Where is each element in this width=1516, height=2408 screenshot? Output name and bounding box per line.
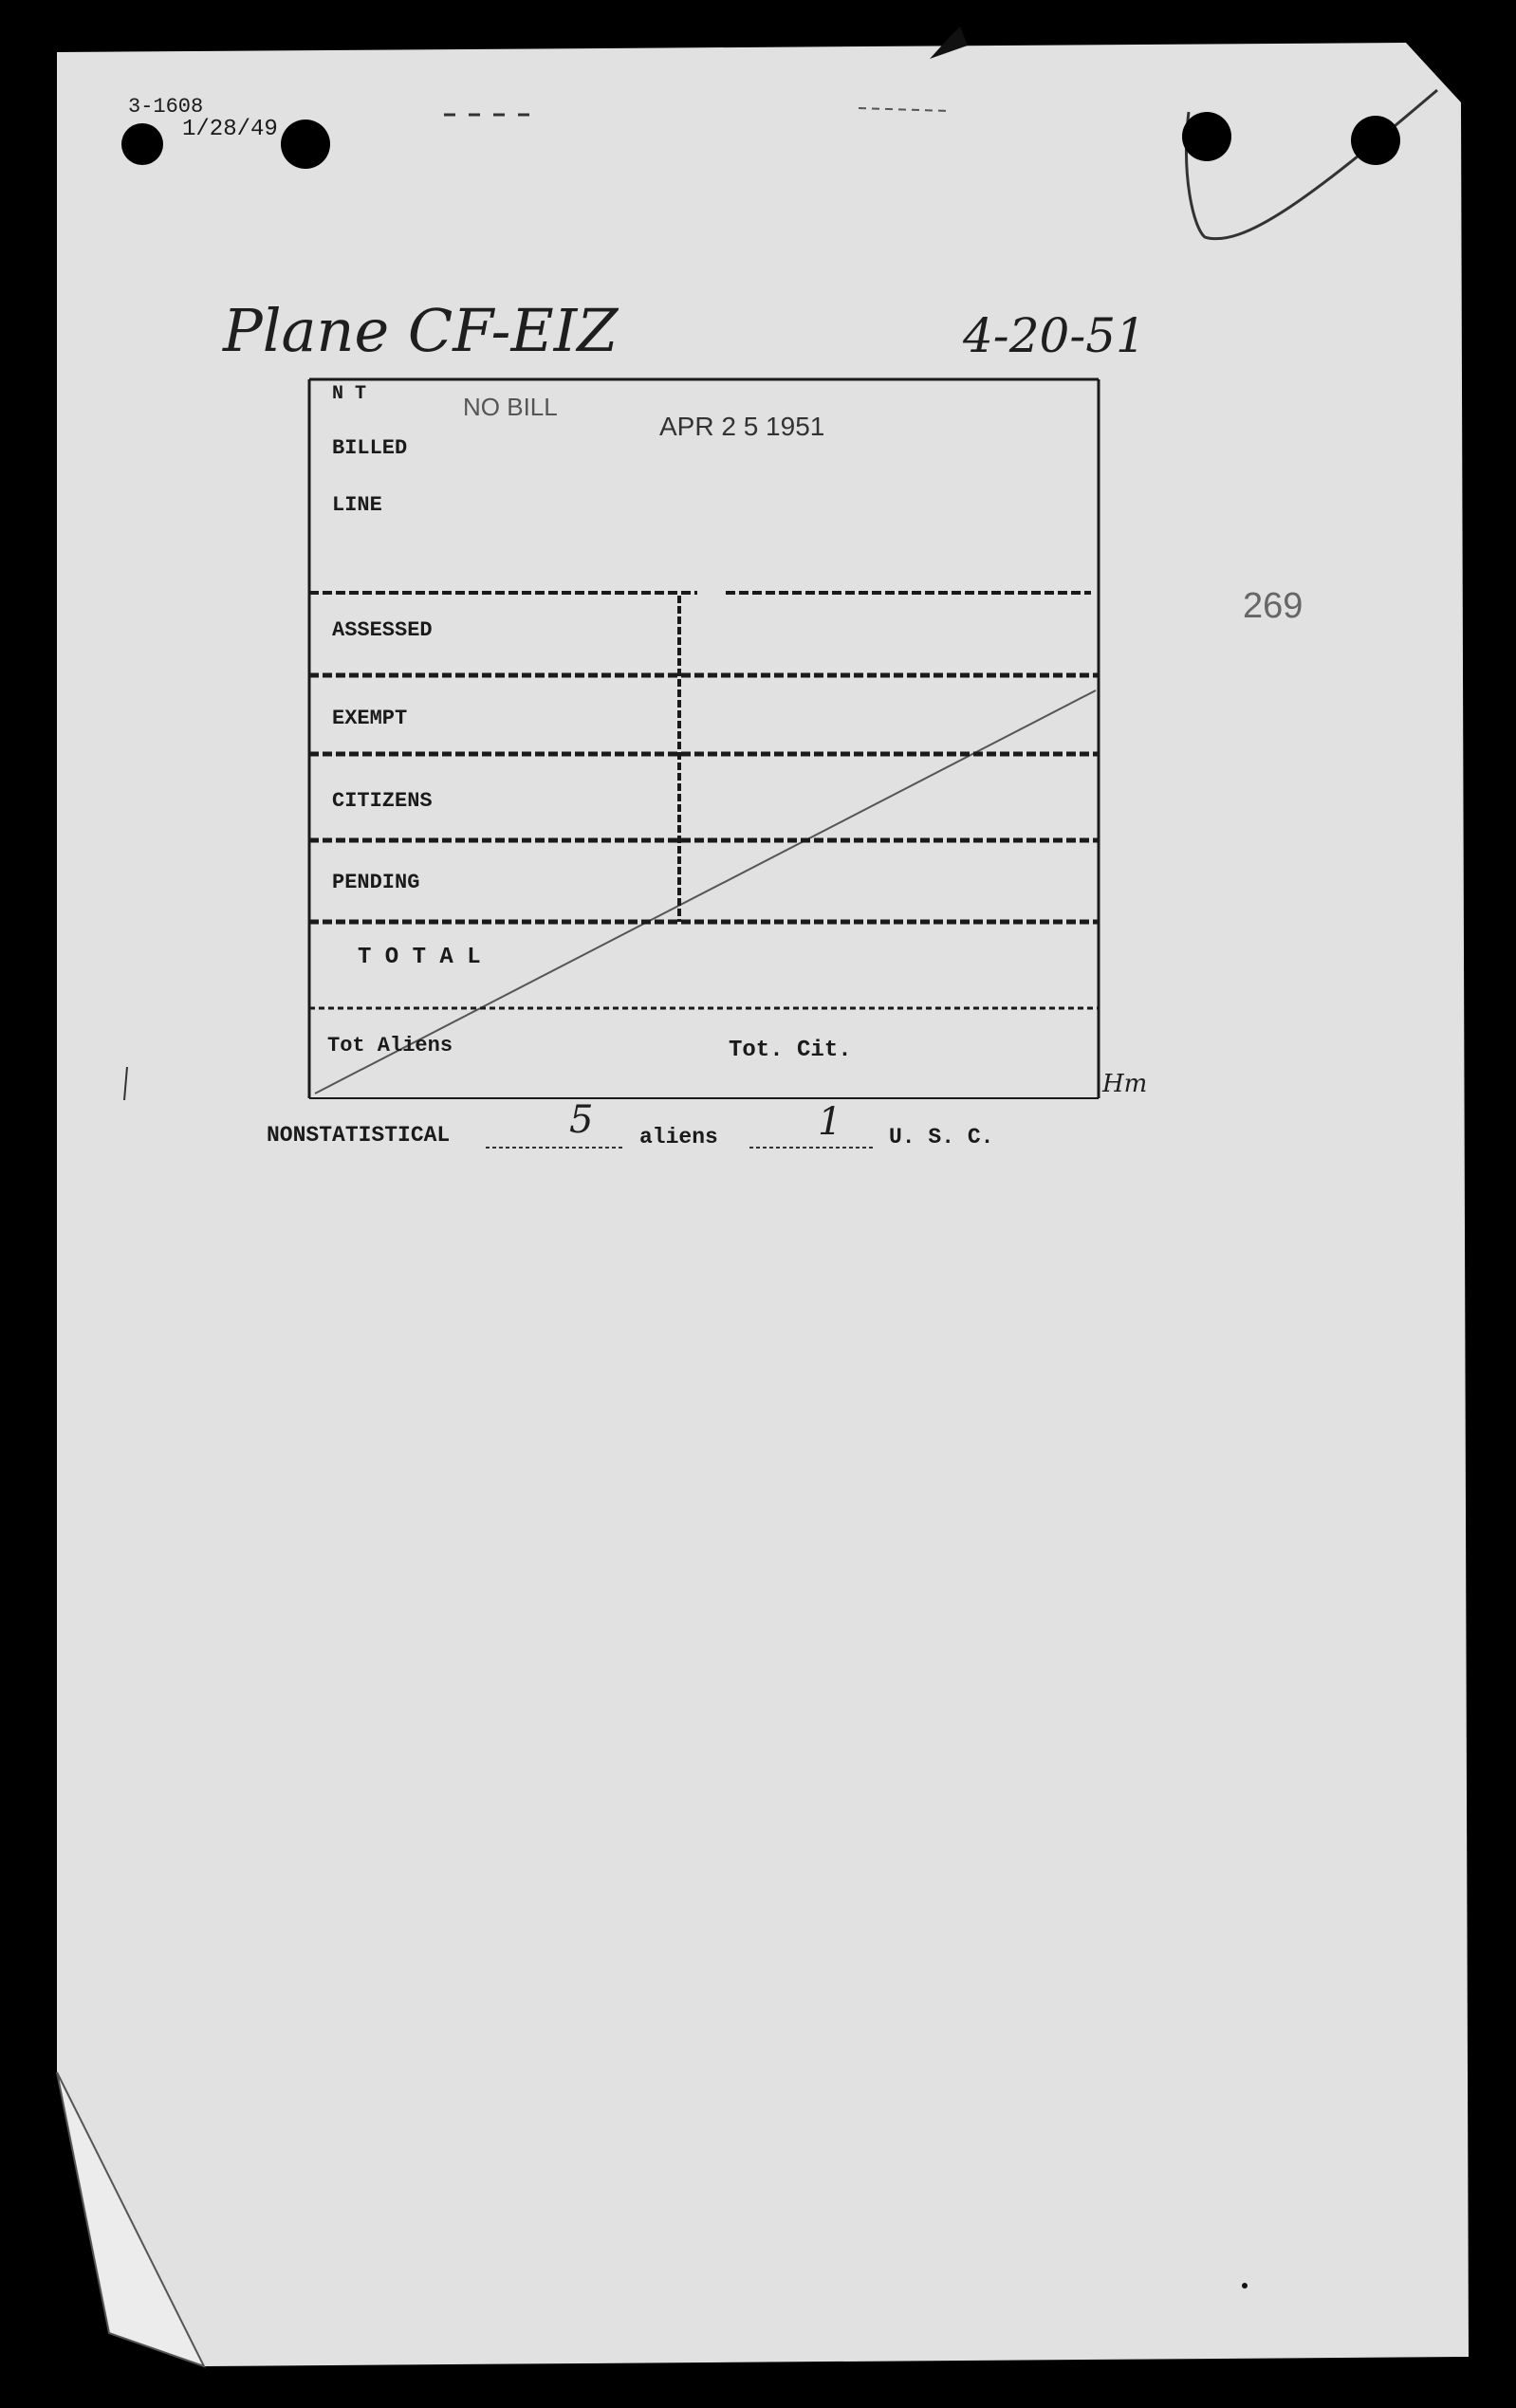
page-number: 269 <box>1243 586 1303 626</box>
handwritten-date: 4-20-51 <box>963 308 1146 363</box>
row-label-citizens: CITIZENS <box>332 789 433 813</box>
row-label-nt: N T <box>332 383 367 405</box>
row-label-exempt: EXEMPT <box>332 707 408 730</box>
aliens-label: aliens <box>639 1125 718 1149</box>
tot-aliens-label: Tot Aliens <box>327 1034 453 1057</box>
row-label-line: LINE <box>332 493 382 517</box>
no-bill-stamp: NO BILL <box>463 393 558 421</box>
tot-cit-label: Tot. Cit. <box>729 1038 852 1063</box>
form-date: 1/28/49 <box>182 117 278 142</box>
usc-label: U. S. C. <box>889 1125 994 1149</box>
row-label-total: T O T A L <box>358 945 481 970</box>
row-label-billed: BILLED <box>332 436 408 460</box>
row-label-assessed: ASSESSED <box>332 618 433 642</box>
handwritten-initials: Hm <box>1102 1070 1148 1098</box>
nonstat-usc-value: 1 <box>818 1100 842 1144</box>
handwritten-plane: Plane CF-EIZ <box>223 296 619 365</box>
nonstatistical-label: NONSTATISTICAL <box>267 1123 451 1148</box>
row-label-pending: PENDING <box>332 871 420 894</box>
form-number: 3-1608 <box>128 95 204 119</box>
received-date-stamp: APR 2 5 1951 <box>659 412 825 441</box>
nonstat-aliens-value: 5 <box>569 1098 594 1142</box>
